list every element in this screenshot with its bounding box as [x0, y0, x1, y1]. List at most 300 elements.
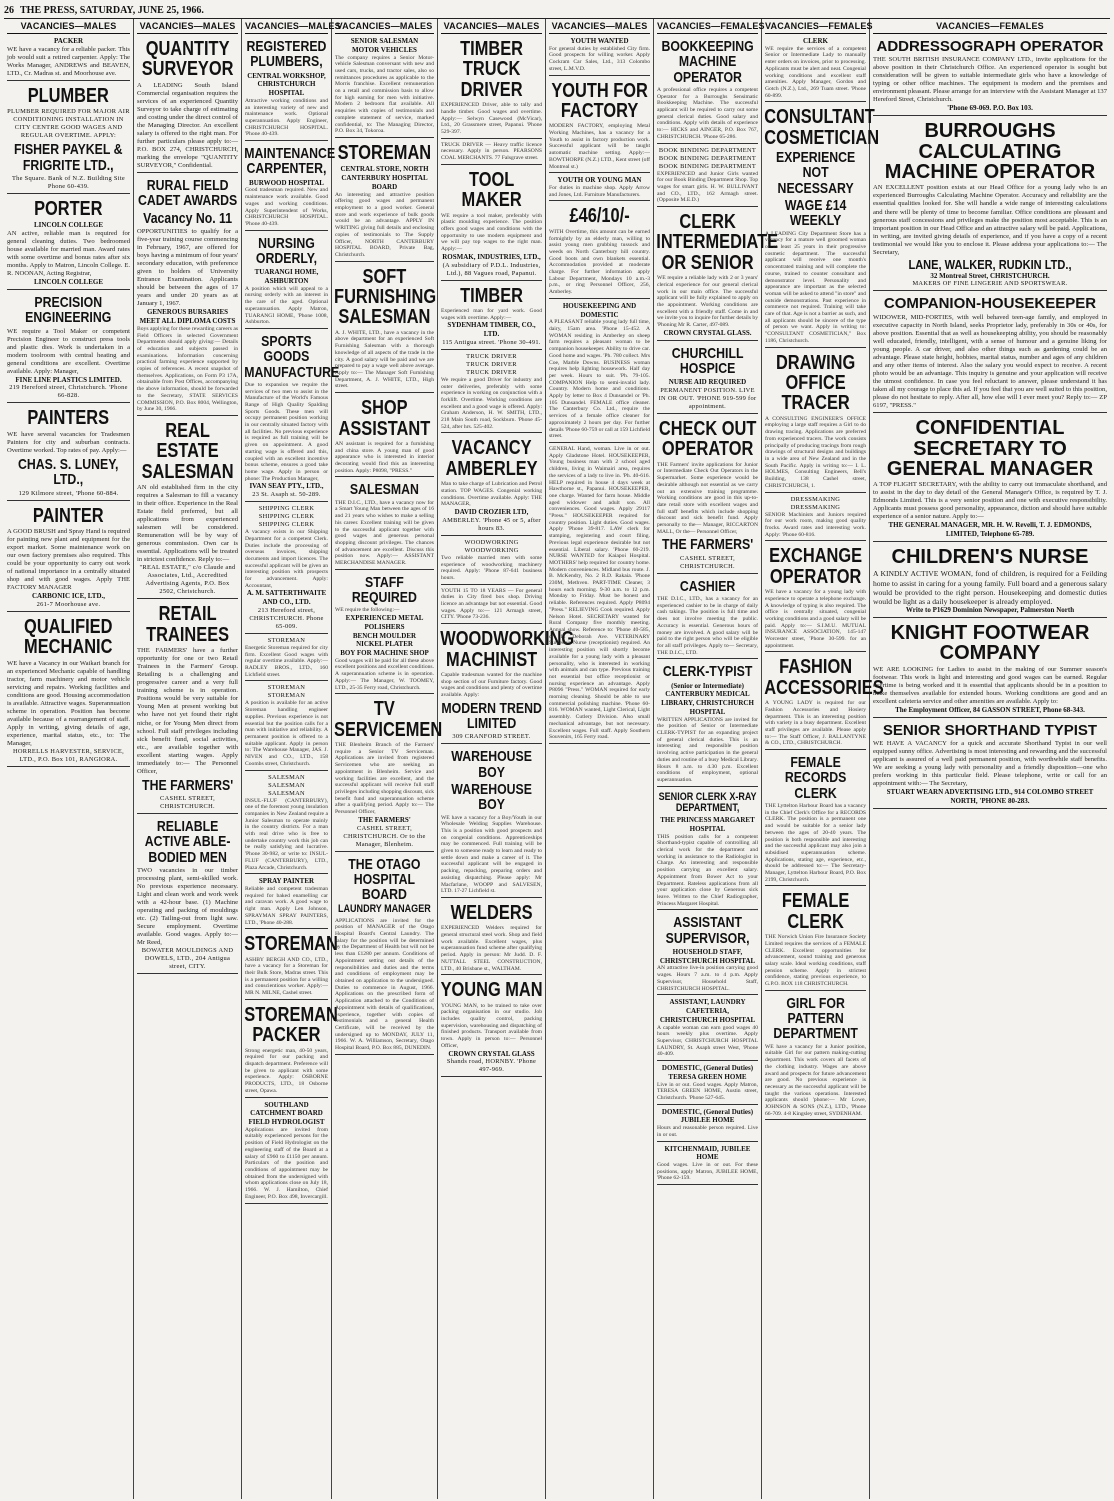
ad-text: Reliable and competent tradesman required for baked enamelling car and caravan work. A good wage to right man. Apply Len Johnson, SPRAYMAN SPRAY PAINTERS, LTD., 'Phone 40-288.	[245, 885, 328, 926]
ad-text: Live in or out. Good wages. Apply Matron, TERESA GREEN HOME, Austin street, Christchurch. 'Phone 527-645.	[657, 1081, 758, 1101]
ad-text: Energetic Storeman required for city firm. Excellent Good wages with regular overtime available. Apply:— RADLEY BROS., LTD., 160 Lichfield street.	[245, 644, 328, 678]
ad-youth-for-factory	[549, 76, 650, 174]
ad-address: 115 Antigua street. 'Phone 30-491.	[442, 338, 541, 346]
ad-text: TRUCK DRIVER — Heavy traffic licence necessary. Apply in person. PEARSONS COAL MERCHANTS. 77 Falsgrave street.	[441, 141, 542, 162]
ad-heading: SHIPPING CLERK	[258, 505, 315, 513]
ad-text: A CONSULTING ENGINEER'S OFFICE employing a large staff requires a Girl to do drawing tracing. Applications are preferred from experienced tracers. The work consists principally of producing tracings from rough drawings of structural designs and buildings in a wide area of New Zealand and in the South Pacific. Apply in writing to:— I. L. HOLMES, Consulting Engineers, Bell's Building, 138 Cashel street, CHRISTCHURCH, 1.	[765, 415, 866, 489]
ad-consultant-cosmetician	[764, 102, 879, 347]
ad-subheading: CENTRAL WORKSHOP, CHRISTCHURCH HOSPITAL	[247, 71, 326, 98]
ad-text: WIDOWER, MID-FORTIES, with well behaved teen-age family, and employed in executive capacity in North Island, seeks Proprietor lady, preferably in 30s or 40s, for above position. Essential that as well as housekeeping ability, you should be reasonably well educated, friendly, intelligent, with a sense of humour and a genuine liking for young people. A car driver, and also other things such as gardening could be an advantage. Please state height, hobbies, marital status, number and ages of any children and any other items of interest. Also the salary you would expect to receive. A recent photo would be an advantage. This inquiry is genuine and your application will receive the utmost confidence. In case you feel reluctant to answer, please understand it has taken all my courage to place this ad. If you feel that you are well suited to this position, please do not hesitate to reply. After all, how else will I ever meet you? Reply to:— ZP 6197, "PRESS."	[873, 313, 1107, 410]
ad-text: Hours and reasonable person required. Live in or out.	[657, 1125, 758, 1138]
ad-small-classifieds	[549, 443, 650, 744]
ad-address: "REAL ESTATE," c/o Claude and Associates, Ltd., Accredited Advertising Agents, P.O. Box 2502, Christchurch.	[139, 564, 236, 596]
ad-heading: REGISTERED PLUMBERS,	[246, 38, 327, 71]
ad-address: CASHEL STREET, CHRISTCHURCH.	[160, 795, 215, 811]
ad-heading: YOUTH FOR FACTORY	[551, 79, 648, 122]
ad-text: AN active, reliable man is required for general cleaning duties. Two bedroomed house available for married man. Award rates with some overtime and bonus rates after six months. Apply to Matron, Lincoln College. E. R. NOONAN, Acting Registrar,	[7, 230, 130, 278]
ad-firm: ROSMAK, INDUSTRIES, LTD.,	[442, 252, 541, 261]
ad-text: TWO vacancies in our timber processing plant, semi-skilled work. No previous experience necessary. Light and clean work and work week with a 42-hour base. (1) Machine operating and packing of mouldings etc. (2) Tailing-out from light saw. Secure employment. Overtime available. Good wages. Apply to:— Mr Reed,	[137, 866, 238, 947]
ad-callout: GENEROUS BURSARIES MEET ALL DIPLOMA COSTS	[139, 308, 236, 326]
ad-heading: DOMESTIC, (General Duties) TERESA GREEN HOME	[661, 1064, 754, 1081]
ad-heading: BOOK BINDING DEPARTMENT	[658, 146, 757, 154]
ad-heading: GIRL FOR PATTERN DEPARTMENT	[773, 994, 858, 1043]
ad-text: WE have a vacancy for a Boy/Youth in our Wholesale Welding Supplies Warehouse. This is a position with good prospects and on congenial conditions. Apprenticeships may be commenced. Full training will be given to someone ready to learn and ready to settle down and make a career of it. The successful applicant will be engaged in packing, repacking, preparing orders and assisting dispatching. Please apply: Mr Macfarlane, WOOPP and SALVESEN, LTD. 17-27 Lichfield st.	[441, 814, 542, 895]
ad-address: (A subsidiary of P.D.L. Industries, Ltd.), 88 Vagues road, Papanui.	[442, 261, 541, 277]
ad-storeman-central	[335, 138, 434, 262]
ad-text: Applications are invited from suitably experienced persons for the position of Field Hydrologist on the engineering staff of the Board at a salary of £960 to £1150 per annum. Particulars of the position and conditions of appointment may be obtained from the undersigned with whom applications close on July 18, 1966. W. J. Hamilton, Chief Engineer, P.O. Box 498, Invercargill.	[245, 1126, 328, 1200]
ad-text: Good tradesman required. New and maintenance work available. Good wages and working conditions. Apply Superintendent of Works, CHRISTCHURCH HOSPITAL. 'Phone 40-439.	[245, 187, 328, 227]
ad-fashion-accessories	[764, 652, 884, 750]
ad-check-out-operator	[657, 414, 758, 574]
ad-heading: CLERK-TYPIST	[662, 663, 753, 681]
ad-heading: BOOKKEEPING MACHINE OPERATOR	[661, 38, 754, 86]
ad-heading: HOUSEKEEPING AND DOMESTIC	[562, 301, 637, 319]
ad-address: 213 Hereford street, CHRISTCHURCH. Phone 65-009.	[249, 606, 324, 630]
ad-burroughs-calculating	[873, 116, 1107, 291]
ad-laundry-cafeteria	[657, 995, 758, 1061]
ad-firm: FINE LINE PLASTICS LIMITED.	[15, 375, 122, 384]
ad-retail-trainees	[137, 599, 238, 814]
ad-heading: BOOK BINDING DEPARTMENT	[658, 162, 757, 170]
ad-otago-hospital	[335, 852, 434, 1055]
ad-clerk-intermediate	[656, 207, 778, 341]
ad-kitchenmaid	[657, 1142, 758, 1186]
column-3	[242, 19, 341, 1499]
ad-truck-driver-smith	[441, 350, 542, 434]
ad-confidential-secretary	[873, 413, 1107, 542]
ad-heading: SALESMAN	[268, 773, 305, 781]
ad-text: Capable tradesman wanted for the machine shop section of our Furniture factory. Good wages and conditions and plenty of overtime available. Apply:	[441, 671, 542, 699]
ad-heading: FEMALE RECORDS CLERK	[784, 754, 847, 802]
ad-registered-plumbers	[245, 34, 328, 141]
ad-heading: CLERK	[803, 37, 828, 45]
column-2	[134, 19, 242, 1499]
ad-heading: SOUTHLAND CATCHMENT BOARD	[250, 1100, 323, 1118]
ad-firm: BOWATER MOULDINGS AND DOWELS, LTD., 204 Antigua street, CITY.	[141, 947, 234, 971]
ad-heading: SHIPPING CLERK	[258, 513, 315, 521]
ad-contact: 'Phone 69-069. P.O. Box 103.	[947, 104, 1033, 113]
ad-timber-truck-driver	[441, 34, 542, 139]
ad-welders	[441, 898, 542, 975]
ad-subheading: Vacancy No. 11	[143, 209, 232, 227]
column-heading: VACANCIES—MALES	[549, 19, 650, 34]
column-7	[654, 19, 778, 1499]
ad-heading: COMPANION-HOUSEKEEPER	[883, 295, 1097, 313]
ad-heading: EXCHANGE OPERATOR	[769, 545, 862, 588]
ad-firm: THE GENERAL MANAGER, MR. H. W. Revelli, T. J. EDMONDS, LIMITED, Telephone 65-789.	[888, 521, 1092, 539]
ad-storeman-packer	[244, 1000, 338, 1098]
ad-heading: CHILDREN'S NURSE	[891, 545, 1089, 568]
ad-text: Attractive working conditions and an interesting variety of new and maintenance work. Optional superannuation. Apply Engineer, CHRISTCHURCH HOSPITAL. 'Phone 40-439.	[245, 97, 328, 138]
ad-dressmaking	[765, 493, 866, 542]
ad-subheading: FIELD HYDROLOGIST	[248, 1118, 325, 1127]
folio-line	[4, 2, 1110, 19]
ad-addressograph	[873, 34, 1107, 116]
ad-female-records-clerk	[765, 750, 866, 886]
ad-text: INSUL-FLUF (CANTERBURY), one of the foremost young insulation companies in New Zealand require a Junior Salesman to operate mainly in the country districts. For a man with real drive who is free to undertake country work this job can be really satisfying and lucrative. 'Phone 30-982, or write to: INSUL-FLUF (CANTERBURY), LTD., Plaza Arcade, Christchurch.	[245, 797, 328, 871]
ad-childrens-nurse	[873, 542, 1107, 618]
column-heading: VACANCIES—MALES	[245, 19, 328, 34]
ad-text: THE FARMERS' have a further opportunity for one or two Retail Trainees in the Farmers' Group. Retailing is a challenging and progressive career and a very full training scheme is in operation. Positions would be very suitable for Young Men at present working but who have not yet found their right niche, or for Young Men direct from school. Full staff privileges including sick benefit fund, social activities, etc., are available together with excellent starting wages. Apply immediately to:— The Personnel Officer,	[137, 647, 238, 775]
ad-youth-wanted	[549, 34, 650, 76]
ad-knight-footwear	[873, 618, 1107, 718]
ad-firm: CROWN CRYSTAL GLASS.	[663, 328, 752, 337]
ad-subheading: EXPERIENCE NOT NECESSARY	[775, 149, 856, 197]
ad-firm: FISHER PAYKEL & FRIGRITE LTD.,	[14, 141, 123, 174]
ad-heading: PORTER	[34, 197, 103, 220]
ad-heading: SENIOR SHORTHAND TYPIST	[882, 721, 1098, 739]
ad-address: The Square. Bank of N.Z. Building Site Phone 60-439.	[11, 174, 126, 190]
ad-text: THE SOUTH BRITISH INSURANCE COMPANY LTD., invite applications for the above position in their Christchurch Office. An experienced operator is sought but consideration will be given to suitable intermediate girls who have a knowledge of typing or other office machines. The equipment is modern and the premises and environment pleasant. Please arrange for an interview with the Assistant Manager at 137 Hereford Street, Christchurch.	[873, 56, 1107, 104]
ad-text: AN assistant is required for a furnishing and china store. A young man of good appearance who is interested in interior decorating would find this an interesting position. Apply: P8098, "PRESS."	[335, 440, 434, 474]
ad-text: Two reliable married men with some experience of woodworking machinery required. Apply: 'Phone 87-641 business hours.	[441, 554, 542, 581]
ad-salesman	[335, 477, 434, 569]
ad-text: YOUNG MAN, to be trained to take over packing organisation in our studio. Job includes quality control, packing supervision, warehousing and dispatching of finished products. Transport available from town. Apply in person to:— Personnel Officer,	[441, 1002, 542, 1049]
column-heading: VACANCIES—MALES	[7, 19, 130, 34]
ad-text: THE Norwich Union Fire Insurance Society Limited requires the services of a FEMALE CLERK. Excellent opportunities for advancement, sound training and generous salary scale. Ideal working conditions, staff pension scheme. Apply in strictest confidence, stating previous experience, to G.P.O. BOX 118 CHRISTCHURCH.	[765, 934, 866, 988]
ad-subheading: TUARANGI HOME, ASHBURTON	[254, 268, 319, 285]
ad-text: A position is available for an active Storeman handling engineer supplies. Previous experience is not essential but the position calls for a man with initiative and reliability. A permanent position is offered to a suitable applicant. Apply in person to: The Warehouse Manager, JAS. J. NIVEN and CO., LTD., 158 Coombs street, Christchurch.	[245, 700, 328, 767]
ad-youth-or-young-man	[549, 173, 650, 201]
ad-heading: YOUTH OR YOUNG MAN	[557, 176, 642, 185]
ad-painters	[7, 403, 130, 500]
ad-heading: WOODWORKING MACHINIST	[440, 628, 575, 671]
ad-text: EXPERIENCED Welders required for general structural steel work. Shop and field work available. Excellent wages, plus superannuation fund scheme after qualifying period. Apply in person: Mr Judd. D. F. NUTTALL STEEL CONSTRUCTION, LTD., 40 Brisbane st., WALTHAM.	[441, 925, 542, 972]
ad-heading: FASHION ACCESSORIES	[764, 656, 884, 699]
ad-heading: ADDRESSOGRAPH OPERATOR	[876, 38, 1104, 55]
ad-vacancy-amberley	[441, 433, 542, 535]
ad-heading: TOOL MAKER	[461, 168, 522, 212]
ad-heading: DRESSMAKING	[790, 495, 841, 503]
ad-young-man	[441, 975, 542, 1077]
ad-text: WE have a vacancy for a Junior position, suitable Girl for our pattern making-cutting department. This work covers all facets of the clothing industry. Wages are above award and prospects for future advancement are good. No previous experience is necessary as the successful applicant will be taught the various operations. Interested applicants should 'phone:— Mr Lowe, JOHNSON & SONS (N.Z.), LTD., 'Phone 66-709. 4-8 Kingsley street, SYDENHAM.	[765, 1043, 866, 1117]
ad-nursing-orderly	[245, 231, 328, 329]
ad-senior-salesman	[335, 34, 434, 138]
ad-text: A YOUNG LADY is required for our Fashion Accessories and Hosiery department. This is an interesting position with variety in a busy department. Excellent staff privileges are available. Please apply to:— The Staff Officer, J. BALLANTYNE & CO., LTD., CHRISTCHURCH.	[765, 700, 866, 747]
ad-heading: TIMBER TRUCK DRIVER	[460, 38, 523, 101]
ad-text: A vacancy exists in our Shipping Department for a competent Clerk. Duties include the processing of overseas invoices, shipping documents and import licences. The successful applicant will be given an interesting position with prospects for advancement. Apply: Accountant,	[245, 529, 328, 589]
column-1	[4, 19, 134, 1499]
ad-address: 23 St. Asaph st. 50-289.	[252, 491, 321, 499]
ad-text: A LEADING South Island Commercial organisation requires the services of an experienced Quantity Surveyor to take charge of estimating and costing under the direct control of the Managing Director. An excellent salary is offered to the right man. For further particulars please apply to:— P.O. BOX 274, CHRISTCHURCH, marking the envelope "QUANTITY SURVEYOR," Confidential.	[137, 81, 238, 170]
ad-firm: DAVID CROZIER LTD,	[454, 508, 529, 517]
ad-heading: TIMBER	[460, 284, 523, 307]
ad-shop-assistant	[335, 393, 434, 477]
ad-heading: TRUCK DRIVER	[466, 352, 517, 360]
ad-precision	[7, 290, 130, 404]
ad-text: A TOP FLIGHT SECRETARY, with the ability to carry out immaculate shorthand, and to assist in the day to day detail of the General Manager's Office, is required by T. J. Edmonds Limited. This is a very senior position and one with executive responsibility. Applicants must possess good personality, appearance, diction and should have suitable experience of a senior nature. Apply to:—	[873, 481, 1107, 521]
ad-text: AN EXCELLENT position exists at our Head Office for a young lady who is an experienced Burroughs Calculating Machine Operator. Accuracy and reliability are the essential qualities looked for. She will handle a wide range of interesting calculations and there will be plenty of time to become familiar. Office conditions are pleasant and generous staff concessions and privileges make the position most acceptable. This is an important position in our Head Office and an attractive salary will be paid. Applications, in writing, are invited giving details of experience, and if you have a copy of a recent testimonial we would like you to enclose it. Please address your applications to:— The Secretary,	[873, 184, 1107, 256]
ad-text: For general duties by established City firm. Good prospects for willing worker. Apply Cockram Car Sales, Ltd., 313 Colombo street, L.M.V.D.	[549, 45, 650, 72]
ad-list-item: EXPERIENCED METAL POLISHERS	[345, 614, 424, 631]
ad-text: WE have a vacancy for a young lady with experience to operate a telephone exchange. A knowledge of typing is also required. The office is centrally situated, congenial working conditions and a good salary will be paid. Apply to:— S.I.M.U. MUTUAL INSURANCE ASSOCIATION, 145-147 Worcester street, 'Phone 30-599. for an appointment.	[765, 589, 866, 649]
ad-address: CASHEL STREET, CHRISTCHURCH. Or to the Manager, Blenheim.	[343, 824, 426, 848]
ad-firm: MODERN TREND LIMITED	[441, 699, 542, 733]
ad-heading: CLERK INTERMEDIATE OR SENIOR	[656, 211, 778, 274]
ad-text: GENERAL Hand, woman. Live in or out. Apply Gladstone Hotel. HOUSEKEEPER, Young business man with 2 school aged children, living in Waimairi area, requires the services of a lady to live in. 'Ph. 40-616. HELP required in house 4 days week at Hawthorne st., Papanui. HOUSEKEEPER, one charge. Wanted for farm house. Middle aged widower and adult son. All conveniences. Good wages. Apply 29117 "Press." HOUSEKEEPER required for country position. Light duties. Good wages. Apply 'Phone 39-817. LAW clerk for stamping, registering and court filing. Previous legal experience desirable but not essential. Liberal salary. 'Phone 60-219. NURSE WANTED for Kaiapoi Hospital. MOTHERS' help required for country home. Modern conveniences. Midland bus route. J. B. McKendry, No. 2 R.D. Rakaia. 'Phone 230M, Methven. PART-TIME Cleaner, 3 hours each morning. 9-30 a.m. to 12 p.m. Monday to Friday. Must be honest and reliable. References required. Apply P8094 "Press." RELIEVING Cook required. Apply Nelson Hotel. SECRETARY wanted for Rural Company five monthly meeting. Annual show. Reference to: 'Phone 40-585, or 11 Deborah Ave. VETERINARY Surgeon's Nurse (receptionist) required. An interesting position will shortly become available for a young lady with a pleasant personality, who is interested in working with animals and can type. Previous training not essential but office receptionist or nursing experience an advantage. Apply P8096 "Press." WOMAN required for early morning cleaning. Should be able to use commercial polishing machine. 'Phone 60-816. WOMAN wanted, Light Clerical, Light assembly. Cutlery Division. Also small mechanical advantage, but not necessary. Excellent wages. Full staff. Apply Southern Souvenirs, 165 Ferry road.	[549, 446, 650, 741]
ad-heading: WOODWORKING	[464, 546, 519, 554]
ad-heading: SPRAY PAINTER	[258, 877, 315, 886]
ad-text: THE D.I.C., LTD., have a vacancy now for a Smart Young Man between the ages of 16 and 21 years who wishes to make a selling his career. Excellent training will be given to the successful applicant together with good wages and generous personal shopping discount privileges. The chances of advancement are excellent. Discuss this position now. Apply:— ASSISTANT MERCHANDISE MANAGER.	[335, 499, 434, 567]
ad-staff-required	[335, 570, 434, 695]
ad-text: WE have a vacancy for a reliable packer. This job would suit a retired carpenter. Apply: The Works Manager, ANDREWS and BEAVEN, LTD., Cr. Madras st. and Moorhouse ave.	[7, 45, 130, 77]
ad-address: Shands road, HORNBY. 'Phone 497-969.	[446, 1058, 537, 1074]
ad-text: WITH Overtime, this amount can be earned fortnightly by an elderly man, willing to assist young men grubbing tussock and weeds on North Canterbury hill country. Good boots and own blankets essential. Accommodation provided at moderate charge. For further information apply Labour Department, Mondays 10 a.m.-3 p.m., or ring Personnel Officer, 256, Amberley.	[549, 228, 650, 296]
ad-truck-driver	[441, 139, 542, 165]
ad-qualified-mechanic	[7, 612, 130, 767]
ad-firm: LINCOLN COLLEGE	[33, 278, 104, 287]
ad-text: PERMANENT POSITION. LIVE IN OR OUT. 'PHONE 919-599 for appointment.	[658, 386, 757, 410]
ad-field-hydrologist	[245, 1098, 328, 1204]
ad-heading: CASHIER	[679, 577, 736, 595]
ad-firm: HORRELLS HARVESTER, SERVICE, LTD., P.O. Box 101, RANGIORA.	[12, 748, 125, 764]
ad-packer	[7, 34, 130, 81]
ad-storeman-ashby	[244, 929, 338, 1000]
ad-subheading: LINCOLN COLLEGE	[33, 221, 104, 230]
ad-youth-15-18	[441, 585, 542, 625]
ad-churchill-hospice	[657, 341, 758, 414]
ad-text: YOUTH 15 TO 18 YEARS — For general duties in City fired box shop. Driving licence an advantage but not essential. Good wages. Apply to:— 121 Armagh street, CITY. 'Phone 73-236.	[441, 587, 542, 621]
ad-firm: The Employment Officer, 84 GASSON STREET, Phone 68-343.	[895, 706, 1085, 715]
ad-address: 129 Kilmore street, 'Phone 60-884.	[18, 489, 119, 497]
ad-text: WE require the following:—	[335, 607, 400, 614]
column-heading: VACANCIES—FEMALES	[873, 19, 1107, 34]
ad-heading: PRECISION ENGINEERING	[25, 293, 112, 327]
ad-heading: CHECK OUT OPERATOR	[658, 417, 757, 461]
ad-heading: STOREMAN	[267, 636, 306, 644]
column-heading: VACANCIES—MALES	[137, 19, 238, 34]
ad-heading: TRUCK DRIVER	[466, 360, 517, 368]
ad-heading: £46/10/-	[569, 205, 630, 228]
ad-housekeeping-classifieds	[549, 299, 650, 443]
ad-address: AMBERLEY. 'Phone 45 or 5, after hours 83.	[442, 516, 541, 532]
ad-timber	[441, 281, 542, 350]
ad-heading: PACKER	[53, 37, 84, 45]
ad-text: An interesting and attractive position offering good wages and permanent employment to a good worker. General store and work experience of bulk goods would be an advantage. APPLY IN WRITING giving full details and enclosing copies of testimonials to The Supply Officer, NORTH CANTERBURY HOSPITAL BOARD, Private Bag, Christchurch.	[335, 191, 434, 258]
ad-firm: THE FARMERS'	[358, 815, 411, 824]
ad-assistant-supervisor	[657, 910, 758, 995]
ad-text: Good wages will be paid for all these above excellent positions and excellent conditions. A superannuation scheme is in operation. Apply:— The Manager, W. TOOMEY, LTD., 25-35 Ferry road, Christchurch.	[335, 657, 434, 691]
ad-rural-field-cadet	[137, 173, 238, 416]
ad-text: WE require a reliable lady with 2 or 3 years' clerical experience for our general clerical work in our main office. The successful applicant will be fully explained to apply on the appointment. Working conditions are excellent with a friendly staff. Come in and we invite you to inquire for further details by 'Phoning Mr R. Carter, 497-089.	[657, 275, 758, 329]
ad-heading: STOREMAN	[244, 933, 338, 956]
ad-heading: MAINTENANCE CARPENTER,	[244, 145, 336, 178]
ad-address: 219 Hereford street, Christchurch. 'Phone 66-828.	[9, 384, 128, 400]
ad-text: THIS position calls for a competent Shorthand-typist capable of controlling all clerical work for the department and working in assistance to the Radiologist in Charge. An interesting and responsible position carrying an excellent salary. Appointment from Bower Act to your Department. Rateless applications from all your application close by Generous sick leave. Written to the Chief Radiographer, Princess Margaret Hospital.	[657, 833, 758, 907]
column-5	[438, 19, 575, 1499]
ad-text: For duties in machine shop. Apply Arrow and Jones, Ltd. Furniture Manufacturers.	[549, 185, 650, 198]
ad-text: MODERN FACTORY, employing Metal Working Machines, has a vacancy for a Youth to assist in factory production work. Successful applicant will be taught automatic machine setting. Apply:— BOWTHORPE (N.Z.) LTD., Kent street (off Montreal st.)	[549, 123, 650, 170]
column-heading: VACANCIES—FEMALES	[765, 19, 866, 34]
ad-text: SENIOR Machinists and Juniors required for our work room, making good quality frocks. Award rates and interesting work. Apply: 'Phone 60-816.	[765, 511, 866, 538]
ad-text: Good wages. Live in or out. For these positions, apply Matron, JUBILEE HOME, 'Phone 62-159.	[657, 1162, 758, 1182]
ad-firm: THE FARMERS'	[661, 536, 754, 554]
ad-heading: SPORTS GOODS MANUFACTURE	[244, 332, 340, 381]
ad-text: THE Blenheim Branch of the Farmers' require a Senior TV Serviceman. Applications are invited from registered Servicemen who are seeking an appointment in Blenheim. Service and working facilities are excellent, and the successful applicant will receive full staff privileges including shopping discount, sick benefit fund and superannuation scheme after a qualifying period. Apply to:— The Personnel Officer,	[335, 742, 434, 816]
ad-46-pounds	[549, 201, 650, 298]
ad-text: Strong energetic man, 40-50 years, required for our packing and dispatch department. Preference will be given to applicant with some experience. Apply: OSBORNE PRODUCTS, LTD., 18 Osborne street, Opawa.	[245, 1047, 328, 1094]
ad-text: WE ARE LOOKING for Ladies to assist in the making of our Summer season's footwear. This work is light and interesting and good wages can be earned. Regular overtime is being worked and it is essential that applicants should be in a position to make themselves available for extended hours. Working conditions are good and an excellent cafeteria service and other amenities are available. Apply to:	[873, 665, 1107, 705]
ad-heading: WELDERS	[450, 901, 533, 924]
ad-text: Experienced man for yard work. Good wages with overtime. Apply:—	[441, 307, 542, 321]
ad-text: WE have several vacancies for Tradesmen Painters for city and suburban contracts. Overtime worked. Top rates of pay. Apply:—	[7, 430, 130, 454]
column-heading: VACANCIES—FEMALES	[657, 19, 758, 34]
masthead-date: THE PRESS, SATURDAY, JUNE 25, 1966.	[20, 4, 204, 16]
ad-spray-painter	[245, 874, 328, 929]
ad-heading: STOREMAN	[267, 692, 306, 700]
ad-heading: BOOK BINDING DEPARTMENT	[658, 154, 757, 162]
ad-address: 32 Montreal Street, CHRISTCHURCH.	[930, 271, 1050, 280]
ad-subheading: THE PRINCESS MARGARET HOSPITAL	[660, 816, 755, 833]
ad-heading: PLUMBER	[27, 84, 110, 107]
ad-heading: DRESSMAKING	[790, 503, 841, 511]
ad-text: A professional office requires a competent Operator for a Burroughs Sensimatic Bookkeeping Machine. The successful applicant will be required to carry out some general clerical duties. Good salary and conditions. Apply with details of experience to:— HICKS and AINGER, P.O. Box 767, CHRISTCHURCH. 'Phone 65-286.	[657, 86, 758, 140]
ad-heading: STOREMAN	[267, 684, 306, 692]
ad-subheading: MOTOR VEHICLES	[352, 45, 417, 54]
ad-text: A GOOD BRUSH and Spray Hand is required for painting new plant and equipment for the export market. Some maintenance work on our own factory premises also required. This could be your opportunity to carry out work of national importance in a centrally situated shop and with good wages. Apply THE FACTORY MANAGER	[7, 527, 130, 592]
column-heading: VACANCIES—MALES	[335, 19, 434, 34]
ad-senior-shorthand-typist	[873, 718, 1107, 809]
ad-heading: WAREHOUSE BOY	[451, 780, 532, 814]
ad-text: A PLEASANT reliable young lady full time, dairy, 15am area. 'Phone 15-452. A WOMAN residing in Amberley on sheep farm requires a pleasant woman to be companion housekeeper. Ability to drive car. Good home and wages. 'Ph. 780 collect. Mrs Coe, Marble Downs. BUSINESS woman requires help lighting housework. Half day per week. Hours to suit. 'Ph. 79-105. COMPANION Help to semi-invalid lady. Country. Modern home and conditions. Apply by letter to Box 4 Dunsandel or 'Ph. 105 Dunsandel. FEMALE office cleaner. The Canterbury Co. Ltd., require the services of a female office cleaner for approximately 2 hours per day. For further details 'Phone 60-759 or call at 159 Lichfield street.	[549, 319, 650, 440]
column-4	[332, 19, 443, 1499]
ad-heading: VACANCY AMBERLEY	[445, 437, 538, 480]
ad-heading: SHOP ASSISTANT	[338, 397, 431, 440]
ad-firm: STUART WEARN ADVERTISING LTD., 914 COLOMBO STREET NORTH, 'PHONE 80-283.	[886, 788, 1094, 805]
ad-contact: Write to P1629 Dominion Newspaper, Palmerston North	[905, 606, 1075, 615]
ad-quantity-surveyor	[137, 34, 238, 173]
column-6	[546, 19, 654, 1499]
page-number: 26	[4, 4, 14, 16]
ad-shipping-clerk	[245, 502, 328, 634]
ad-subheading: CENTRAL STORE, NORTH CANTERBURY HOSPITAL BOARD	[340, 165, 429, 191]
ad-warehouse-boy	[441, 744, 542, 898]
ad-address: 309 CRANFORD STREET.	[452, 733, 531, 741]
ad-text: A KINDLY ACTIVE WOMAN, fond of children, is required for a Feilding home to assist in caring for a young family. Full board and a generous salary would be provided to the right person. Housekeeping and domestic duties would be light as a daily housekeeper is already employed.	[873, 569, 1107, 607]
ad-heading: NURSING ORDERLY,	[255, 234, 318, 267]
ad-heading: WAREHOUSE BOY	[451, 748, 532, 781]
ad-heading: KITCHENMAID, JUBILEE HOME	[664, 1144, 751, 1162]
ad-tool-maker	[441, 165, 542, 281]
ad-text: WE require the services of a competent Senior or Intermediate Lady to manually enter orders on invoices, prior to processing. Applicants must be alert and neat. Congenial working conditions and excellent staff amenities. Apply Manager, Gordon and Gotch (N.Z.), Ltd., 269 Tuam street. 'Phone 60-899.	[765, 45, 866, 99]
ad-text: EXPERIENCED Driver, able to tally and handle timber. Good wages and overtime. Apply:— Selwyn Casewood (McVicar), Ltd., 20 Grassmere street, Papanui. 'Phone 529-397.	[441, 102, 542, 135]
ad-heading: QUANTITY SURVEYOR	[141, 38, 234, 81]
ad-female-clerk	[765, 886, 866, 990]
ad-list-item: BOY FOR MACHINE SHOP	[340, 649, 429, 658]
ad-text: THE D.I.C., LTD., has a vacancy for an experienced cashier to be in charge of daily cash takings. The position is full time and does not involve meeting the public. Accuracy is essential. Generous hours of money are involved. A good salary will be paid to the right person who will be eligible for all staff privileges. Apply to— Secretary, THE D.I.C., LTD.	[657, 596, 758, 656]
ad-text: EXPERIENCED and Junior Girls wanted for our Book Binding Department Shop. Top wages for smart girls. H. W. BULLIVANT and CO., LTD., 162 Armagh street. (Opposite M.E.D.)	[657, 170, 758, 204]
ad-subheading: HOUSEHOLD STAFF, CHRISTCHURCH HOSPITAL	[659, 947, 756, 965]
ad-subheading: NURSE AID REQUIRED	[668, 378, 747, 387]
ad-heading: STOREMAN PACKER	[244, 1003, 338, 1047]
ad-tv-servicemen	[334, 694, 443, 851]
ad-heading: SOFT FURNISHING SALESMAN	[334, 265, 437, 329]
ad-reliable-men	[137, 814, 238, 974]
ad-heading: REAL ESTATE SALESMAN	[141, 419, 234, 483]
ad-heading: YOUTH WANTED	[570, 37, 629, 45]
ad-heading: YOUNG MAN	[440, 979, 543, 1002]
ad-porter	[7, 194, 130, 290]
ad-domestic-jubilee	[657, 1105, 758, 1142]
ad-woodworking	[441, 536, 542, 585]
column-heading: VACANCIES—MALES	[441, 19, 542, 34]
ad-text: WE HAVE A VACANCY for a quick and accurate Shorthand Typist in our well equipped sunny office. Advertising is most interesting and rewarding and the successful applicant is assured of a well paid permanent position, with worthwhile staff benefits. We are seeking a young lady with personality and a friendly disposition—one who prefers working in this particular field. Please telephone, write or call for an appointment with:— The Secretary,	[873, 740, 1107, 788]
ad-maintenance-carpenter	[244, 141, 336, 231]
ad-subheading: BURWOOD HOSPITAL	[249, 178, 324, 187]
ad-text: Boys applying for these rewarding careers as Field Officers in selected Government Departments should apply giving:— Details of education and subjects passed in examinations. Information concerning practical farming experience supported by copies of references. A recent snapshot of themselves. Applications, on Form P3 17A, obtainable from Post Offices, accompanying the above information, should be forwarded to the Secretary, STATE SERVICES COMMISSION, P.O. Box 8004, Wellington, by June 30, 1966.	[137, 325, 238, 413]
ad-text: We require a good Driver for industry and outer deliveries, preferably with some experience in working on conjunction with a forklift. Overtime. Working conditions are excellent and a good wage is offered. Apply: Graham Anderson, H. W. SMITH, LTD., 218 Main South road, Sockburn. 'Phone 45-524, after hrs. 525-402.	[441, 376, 542, 430]
ad-plumber	[7, 81, 130, 194]
ad-subheading: WAGE £14 WEEKLY	[784, 197, 847, 230]
ad-firm: CARBONIC ICE, LTD.,	[31, 592, 106, 601]
ad-heading: ASSISTANT, LAUNDRY CAFETERIA, CHRISTCHURCH HOSPITAL	[659, 998, 756, 1024]
ad-heading: SALESMAN	[268, 781, 305, 789]
ad-heading: SALESMAN	[349, 481, 420, 499]
ad-girl-pattern-department	[765, 991, 866, 1121]
ad-firm: CROWN CRYSTAL GLASS	[448, 1049, 535, 1058]
ad-heading: QUALIFIED MECHANIC	[24, 615, 113, 659]
ad-heading: CHURCHILL HOSPICE	[671, 344, 744, 377]
ad-text: AN old established firm in the city requires a Salesman to fill a vacancy in their office. Experience in the Real Estate field preferred, but all applications from experienced salesmen will be considered. Remuneration will be by way of generous commission. Own car is essential. Applications will be treated in strictest confidence. Reply to:—	[137, 484, 238, 564]
ad-subheading: (Senior or Intermediate) CANTERBURY MEDICAL LIBRARY, CHRISTCHURCH HOSPITAL	[661, 681, 754, 716]
ad-heading: FEMALE CLERK	[781, 890, 850, 933]
ad-heading: SENIOR SALESMAN	[350, 37, 419, 45]
ad-companion-housekeeper	[873, 291, 1107, 413]
ad-text: A capable woman can earn good wages 40 hours weekly plus overtime. Apply Supervisor, CHRISTCHURCH HOSPITAL LAUNDRY, St. Asaph street West, 'Phone 40-409.	[657, 1024, 758, 1058]
ad-text: ASHBY BERGH AND CO., LTD., have a vacancy for a Storeman for their Bulk Store, Madras street. This is a permanent position for a willing and conscientious worker. Apply:— MR N. MILNE, Cashel street.	[245, 956, 328, 997]
ad-clerk-typist	[657, 659, 758, 786]
ad-heading: KNIGHT FOOTWEAR COMPANY	[890, 622, 1090, 665]
ad-text: WE require a Tool Maker or competent Precision Engineer to construct press tools and plastic dies. Work is undertaken in a modern toolroom with central heating and general conditions are excellent. Overtime available. Apply: Manager,	[7, 327, 130, 375]
ad-domestic-teresa	[657, 1061, 758, 1105]
ad-text: A LEADING City Department Store has a vacancy for a mature well groomed woman of at least 25 years in their progressive cosmetic department. The successful applicant will receive one month's concentrated training and will complete the course, trained to counter consultant and demonstrator level. Personality and appearance are important as the selected woman will be asked to attend "in store" and outside demonstrations. Past experience in commerce not required. Training will take care of that. Age is not a barrier as such, and all applicants should be sincere of the type of person we want. Apply in writing to: "CONSULTANT COSMETICIAN," Box 1186, Christchurch.	[765, 230, 866, 344]
ad-salesman-insul	[245, 771, 328, 875]
column-8	[762, 19, 884, 1499]
ad-heading: STAFF REQUIRED	[352, 573, 417, 607]
ad-soft-furnishing	[334, 262, 437, 394]
ad-text: WE require a tool maker, preferably with plastic moulding experience. The position offers good wages and conditions with the opportunity to use modern equipment and we will pay top wages to the right man. Apply:—	[441, 212, 542, 253]
ad-text: WRITTEN APPLICATIONS are invited for the position of Senior or Intermediate CLERK-TYPIST for an expanding project of general clerical duties. This is an interesting and responsible position involving active participation in the general duties and routine of a busy Medical Library. Hours 8 a.m. to 4.30 p.m. Excellent conditions of employment, optional superannuation.	[657, 716, 758, 783]
ad-heading: SHIPPING CLERK	[258, 521, 315, 529]
ad-tagline: MAKERS OF FINE LINGERIE AND SPORTSWEAR.	[912, 280, 1068, 288]
ad-list-item: BENCH MOULDER	[352, 631, 417, 640]
ad-text: Due to expansion we require the services of two men to assist in the Manufacture of the World's Famous Range of High Quality Spalding Sports Goods. These men will occupy permanent position working in our centrally situated factory with all facilities. No previous experience is required as full training will be given on appointment. A good starting wage is offered and this, coupled with an excellent incentive bonus scheme, ensures a good take home wage. Apply in person or phone: The Production Manager,	[245, 381, 328, 482]
ad-list-item: NICKEL PLATER	[356, 640, 413, 649]
ad-book-binding	[657, 144, 758, 208]
ad-text: PLUMBER REQUIRED FOR MAJOR AIR CONDITIONING INSTALLATION IN CITY CENTRE GOOD WAGES AND REGULAR OVERTIME. APPLY:	[7, 108, 130, 140]
ad-firm: CHAS. S. LUNEY, LTD.,	[18, 455, 119, 489]
ad-heading: CONFIDENTIAL SECRETARY TO GENERAL MANAGER	[886, 417, 1094, 480]
ad-text: A. J. WHITE, LTD., have a vacancy in the above department for an experienced Soft Furnishing Salesman with a thorough knowledge of all aspects of the trade in the city. A good salary will be paid and we are prepared to pay a wage well above average. Apply to:— The Manager Soft Furnishing Department, A. J. WHITE, LTD., High street.	[335, 329, 434, 390]
ad-real-estate	[137, 416, 238, 599]
ad-heading: SENIOR CLERK X-RAY DEPARTMENT,	[658, 790, 757, 814]
ad-heading: DOMESTIC, (General Duties) JUBILEE HOME	[661, 1107, 754, 1125]
ad-storeman-radley	[245, 634, 328, 682]
ad-text: OPPORTUNITIES to qualify for a five-year training course commencing in February, 1967, are offered for boys having a minimum of four years' secondary education, with preference given to holders of University Entrance Examination. Applicants should be between the ages of 17 years and under 20 years as at January 1, 1967.	[137, 228, 238, 308]
ad-heading: PAINTERS	[27, 407, 110, 430]
ad-text: Man to take charge of Lubrication and Petrol station. TOP WAGES. Congenial working conditions. Overtime available. Apply: THE MANAGER,	[441, 481, 542, 508]
ad-firm: A. M. SATTERTHWAITE AND CO., LTD.	[246, 589, 327, 607]
ad-painter	[7, 501, 130, 612]
ad-subheading: LAUNDRY MANAGER	[338, 903, 431, 916]
ad-text: THE Lyttelton Harbour Board has a vacancy in the Chief Clerk's Office for a RECORDS CLERK. The position is a permanent one and would be suitable for a senior lady between the ages of 20-40 years. The position is both responsible and interesting and the successful applicant may also join a subsidised superannuation scheme. Applications, stating age, experience, etc., should be addressed to:— The Secretary-Manager, Lyttelton Harbour Board, P.O. Box 2199, Christchurch.	[765, 803, 866, 883]
ad-text: The company requires a Senior Motor-vehicle Salesman conversant with new and used cars, trucks, and tractor sales, also so remittances procedures as applicable to the Morris franchise. Excellent remuneration on a retail and commission basis to allow for high earning for men with initiative. Modern 2 bedroom flat available. All enquiries with copies of testimonials and complete statement of service, marked confidential, to: The Managing Director, P.O. Box 34, Tokoroa.	[335, 54, 434, 135]
ad-senior-clerk-xray	[657, 787, 758, 911]
ad-text: THE Farmers' invite applications for Junior or Intermediate Check Out Operators in the Supermarket. Some experience would be desirable although not essential as we carry out an extensive training programme. Working conditions are good in this up-to-date retail store with excellent wages and full staff benefits which include shopping discount and sick benefit fund. Apply personally to the— Manager, RICCARTON MALL, Or the— Personnel Officer,	[657, 461, 758, 535]
ad-heading: TRUCK DRIVER	[466, 368, 517, 376]
ad-heading: CONSULTANT COSMETICIAN	[764, 106, 879, 149]
ad-heading: RETAIL TRAINEES	[146, 603, 229, 646]
